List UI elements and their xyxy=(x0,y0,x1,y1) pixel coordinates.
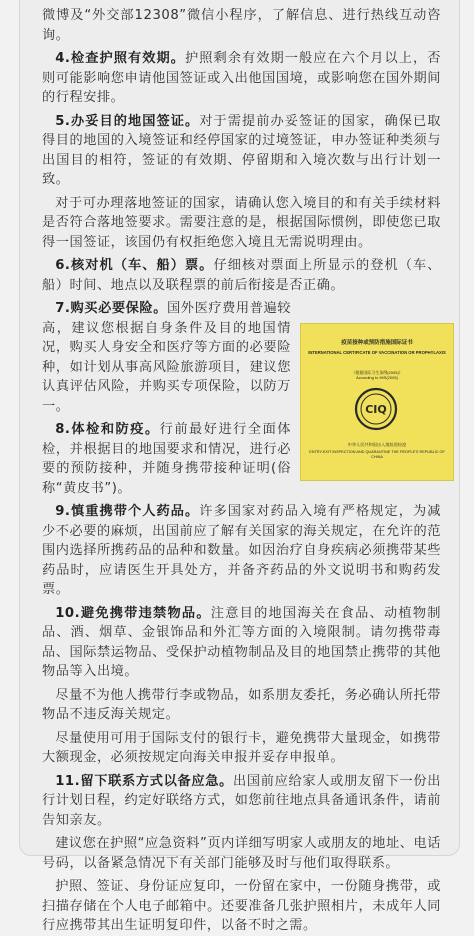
certificate-title-cn: 疫苗接种或预防措施国际证书 xyxy=(341,340,413,346)
section-7: 7.购买必要保险。国外医疗费用普遍较高，建议您根据自身条件及目的地国情况，购买人身安全和医疗等方面的必要险种，如计划从事高风险旅游项目，建议您认真评估风险，并购买专项保险，以防万一。 xyxy=(42,301,291,414)
paragraph: 尽量使用可用于国际支付的银行卡，避免携带大量现金，如携带大额现金，必须按规定向海关申报并妥存申报单。 xyxy=(42,730,441,765)
section-9: 9.慎重携带个人药品。许多国家对药品入境有严格规定，为减少不必要的麻烦，出国前应了解有关国家的海关规定，在允许的范围内选择所携药品的品种和数量。如因治疗自身疾病必须携带某些药品时，应请医生开具处方，并备齐药品的外文说明书和购药发票。 xyxy=(42,504,441,597)
certificate-issuer-en: ENTRY-EXIT INSPECTION AND QUARANTINE THE PEOPLE'S REPUBLIC OF CHINA xyxy=(309,450,445,459)
certificate-issuer-cn: 中华人民共和国出入境检验检疫 xyxy=(347,442,407,447)
section-4: 4.检查护照有效期。护照剩余有效期一般应在六个月以上，否则可能影响您申请他国签证或入出他国国境，或影响您在国外期间的行程安排。 xyxy=(42,51,441,105)
section-8: 8.体检和防疫。行前最好进行全面体检，并根据目的地国要求和情况，进行必要的预防接种，并随身携带接种证明(俗称“黄皮书”)。 xyxy=(42,422,292,496)
paragraph: 微博及“外交部12308”微信小程序，了解信息、进行热线互动咨询。 xyxy=(42,8,441,43)
section-6: 6.核对机（车、船）票。仔细核对票面上所显示的登机（车、船）时间、地点以及联程票的前后衔接是否正确。 xyxy=(42,258,441,293)
section-11: 11.留下联系方式以备应急。出国前应给家人或朋友留下一份出行计划日程，约定好联络方式，如您前往地点具备通讯条件，请前告知亲友。 xyxy=(42,773,441,828)
certificate-title-en: INTERNATIONAL CERTIFICATE OF VACCINATION OR PROPHYLAXIS xyxy=(308,350,446,355)
paragraph: 护照、签证、身份证应复印，一份留在家中，一份随身携带，或扫描存储在个人电子邮箱中。还要准备几张护照相片，未成年人同行应携带其出生证明复印件，以备不时之需。 xyxy=(42,879,441,933)
paragraph: 对于可办理落地签证的国家，请确认您入境目的和有关手续材料是否符合落地签要求。需要注意的是，根据国际惯例，即使您已取得一国签证，该国仍有权拒绝您入境且无需说明理由。 xyxy=(42,195,441,250)
section-5: 5.办妥目的地国签证。对于需提前办妥签证的国家，确保已取得目的地国的入境签证和经停国家的过境签证，申办签证种类须与出国目的相符，签证的有效期、停留期和入境次数与出行计划一致。 xyxy=(42,113,441,187)
vaccination-certificate-image xyxy=(300,323,454,481)
paragraph: 建议您在护照“应急资料”页内详细写明家人或朋友的地址、电话号码，以备紧急情况下有关部门能够及时与他们取得联系。 xyxy=(42,836,441,871)
paragraph: 尽量不为他人携带行李或物品，如系朋友委托，务必确认所托带物品不违反海关规定。 xyxy=(42,687,441,722)
section-10: 10.避免携带违禁物品。注意目的地国海关在食品、动植物制品、酒、烟草、金银饰品和外汇等方面的入境限制。请勿携带毒品、国际禁运物品、受保护动植物制品及目的地国禁止携带的其他物品等入出境。 xyxy=(42,605,441,679)
certificate-subtitle: （根据国际卫生条例(2005)） According to IHR(2005) xyxy=(351,370,403,380)
ciq-emblem-icon xyxy=(353,386,399,432)
svg-text:CIQ: CIQ xyxy=(365,403,387,416)
